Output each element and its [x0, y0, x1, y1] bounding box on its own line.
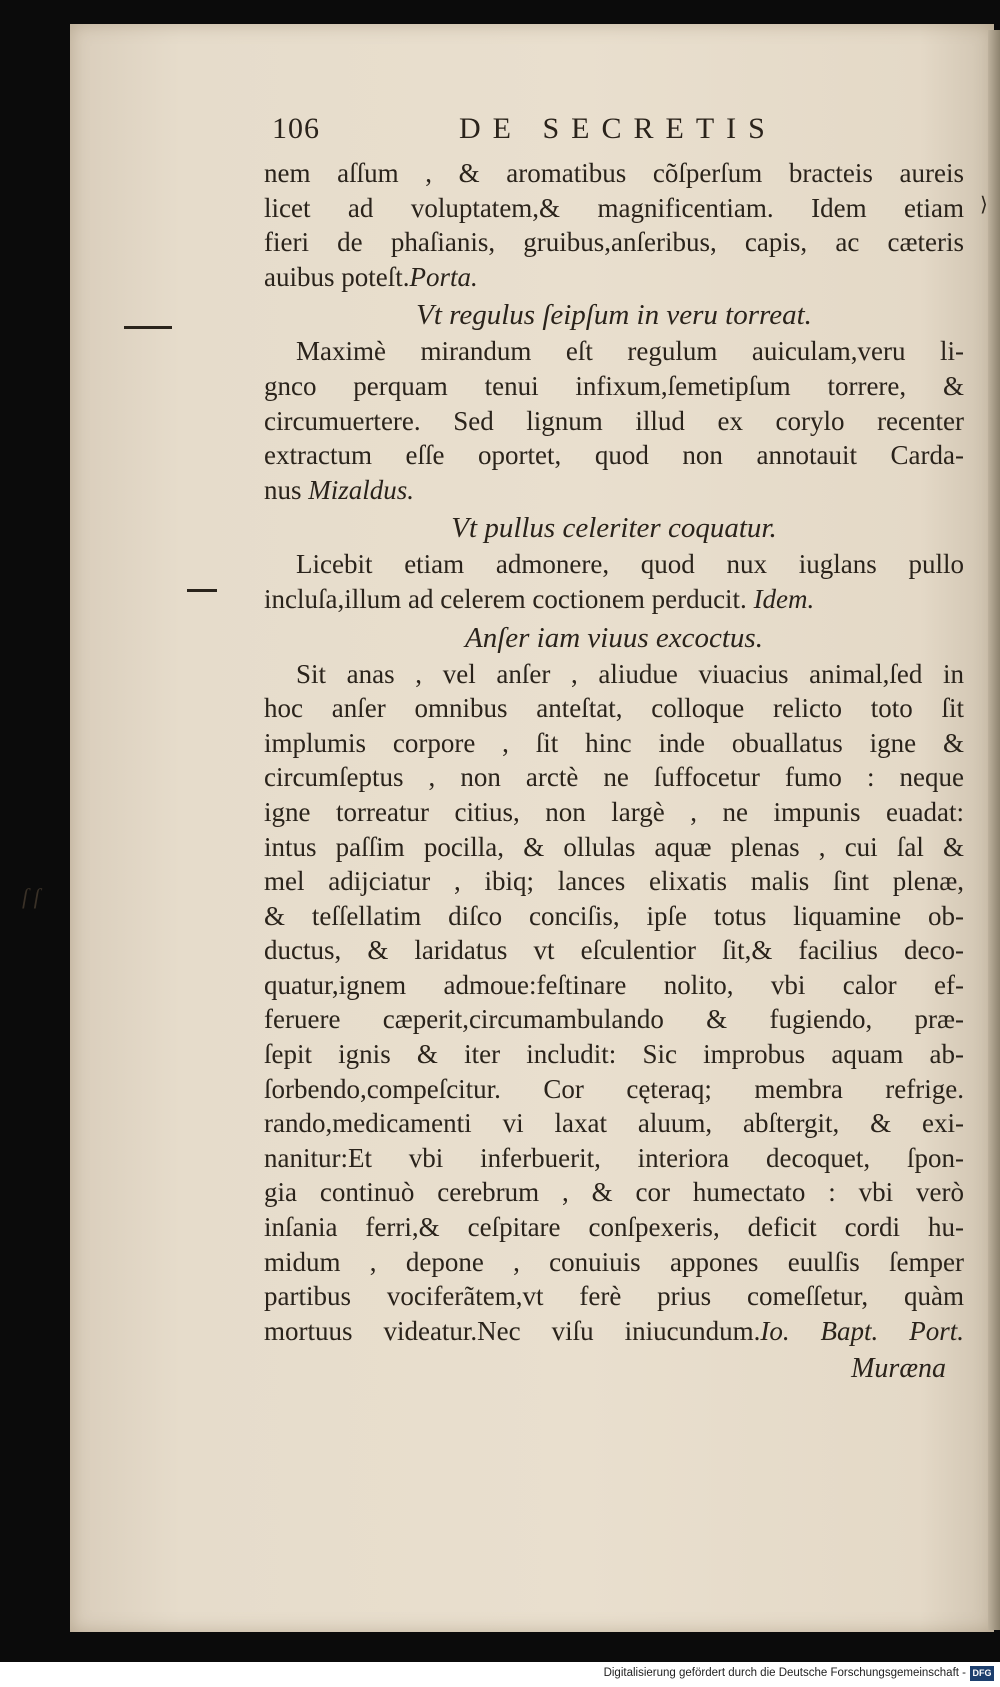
text-line: midum , depone , conuiuis appones euulſis ſemper: [264, 1246, 964, 1277]
margin-dash-mark: [124, 326, 172, 329]
paragraph-2: [264, 334, 964, 507]
text-line: nem aſſum , & aromatibus cõſperſum bracteis aureis: [264, 158, 964, 188]
text-line: nus Mizaldus.: [264, 474, 415, 505]
text-line: circumuertere. Sed lignum illud ex corylo recenter: [264, 405, 964, 436]
text-line: gia continuò cerebrum , & cor humectato : vbi verò: [264, 1177, 964, 1208]
text-line: gnco perquam tenui infixum,ſemetipſum torrere, &: [264, 370, 964, 401]
source-attribution: Porta.: [409, 261, 478, 292]
text-line: mortuus videatur.Nec viſu iniucundum.Io. Bapt. Port.: [264, 1315, 964, 1346]
text-line: extractum eſſe oportet, quod non annotauit Carda-: [264, 440, 964, 471]
digitization-footer: [0, 1662, 1000, 1687]
text-line: licet ad voluptatem,& magnificentiam. Idem etiam: [264, 192, 964, 223]
text-line: Maximè mirandum eſt regulum auiculam,veru li-: [296, 336, 964, 367]
source-attribution: Idem.: [753, 583, 815, 614]
margin-dash-mark: [187, 589, 217, 592]
text-line: ductus, & laridatus vt eſculentior ſit,& facilius deco-: [264, 935, 964, 966]
text-line: Sit anas , vel anſer , aliudue viuacius animal,ſed in: [296, 658, 964, 689]
text-line: feruere cæperit,circumambulando & fugiendo, præ-: [264, 1004, 964, 1035]
text-line: ſepit ignis & iter includit: Sic improbus aquam ab-: [264, 1039, 964, 1070]
margin-scribble: ſ ſ: [22, 884, 40, 909]
text-line: nanitur:Et vbi inferbuerit, interiora decoquet, ſpon-: [264, 1142, 964, 1173]
margin-bracket-mark: ⟩: [980, 194, 988, 216]
paragraph-4: [264, 657, 964, 1349]
page-edge: [988, 30, 1000, 1630]
dfg-logo-icon: DFG: [970, 1666, 994, 1681]
page-text: [264, 112, 964, 1387]
catchword: Muræna: [851, 1353, 946, 1385]
text-line: igne torreatur citius, non largè , ne impunis euadat:: [264, 796, 964, 827]
section-heading: Anſer iam viuus excoctus.: [465, 621, 763, 654]
source-attribution: Mizaldus.: [308, 474, 415, 505]
section-heading: Vt pullus celeriter coquatur.: [451, 512, 777, 545]
paragraph-3: [264, 547, 964, 616]
text-line: quatur,ignem admoue:feſtinare nolito, vbi calor ef-: [264, 969, 964, 1000]
text-line: intus paſſim pocilla, & ollulas aquæ plenas , cui ſal &: [264, 831, 964, 862]
text-line: Licebit etiam admonere, quod nux iuglans pullo: [296, 549, 964, 580]
text-line: inſania ferri,& ceſpitare conſpexeris, deficit cordi hu-: [264, 1212, 964, 1243]
footer-credit: Digitalisierung gefördert durch die Deutsche Forschungsgemeinschaft -: [603, 1667, 966, 1679]
text-line: auibus poteſt.Porta.: [264, 261, 478, 292]
page-number: 106: [272, 112, 320, 145]
section-heading: Vt regulus ſeipſum in veru torreat.: [416, 299, 812, 332]
text-line: incluſa,illum ad celerem coctionem perducit. Idem.: [264, 583, 815, 614]
text-line: implumis corpore , ſit hinc inde obuallatus igne &: [264, 727, 964, 758]
text-line: partibus vociferãtem,vt ferè prius comeſſetur, quàm: [264, 1281, 964, 1312]
text-line: circumſeptus , non arctè ne ſuffocetur fumo : neque: [264, 762, 964, 793]
text-line: hoc anſer omnibus anteſtat, colloque relicto toto ſit: [264, 693, 964, 724]
text-line: mel adijciatur , ibiq; lances elixatis malis ſint plenæ,: [264, 866, 964, 897]
running-head: [264, 112, 964, 156]
paragraph-1: [264, 156, 964, 294]
source-attribution: Io. Bapt. Port.: [760, 1315, 964, 1346]
text-line: rando,medicamenti vi laxat aluum, abſtergit, & exi-: [264, 1108, 964, 1139]
running-title: DE SECRETIS: [459, 112, 777, 145]
text-line: & teſſellatim diſco conciſis, ipſe totus liquamine ob-: [264, 900, 964, 931]
text-line: ſorbendo,compeſcitur. Cor cęteraq; membra refrige.: [264, 1073, 964, 1104]
text-line: fieri de phaſianis, gruibus,anſeribus, capis, ac cæteris: [264, 227, 964, 258]
